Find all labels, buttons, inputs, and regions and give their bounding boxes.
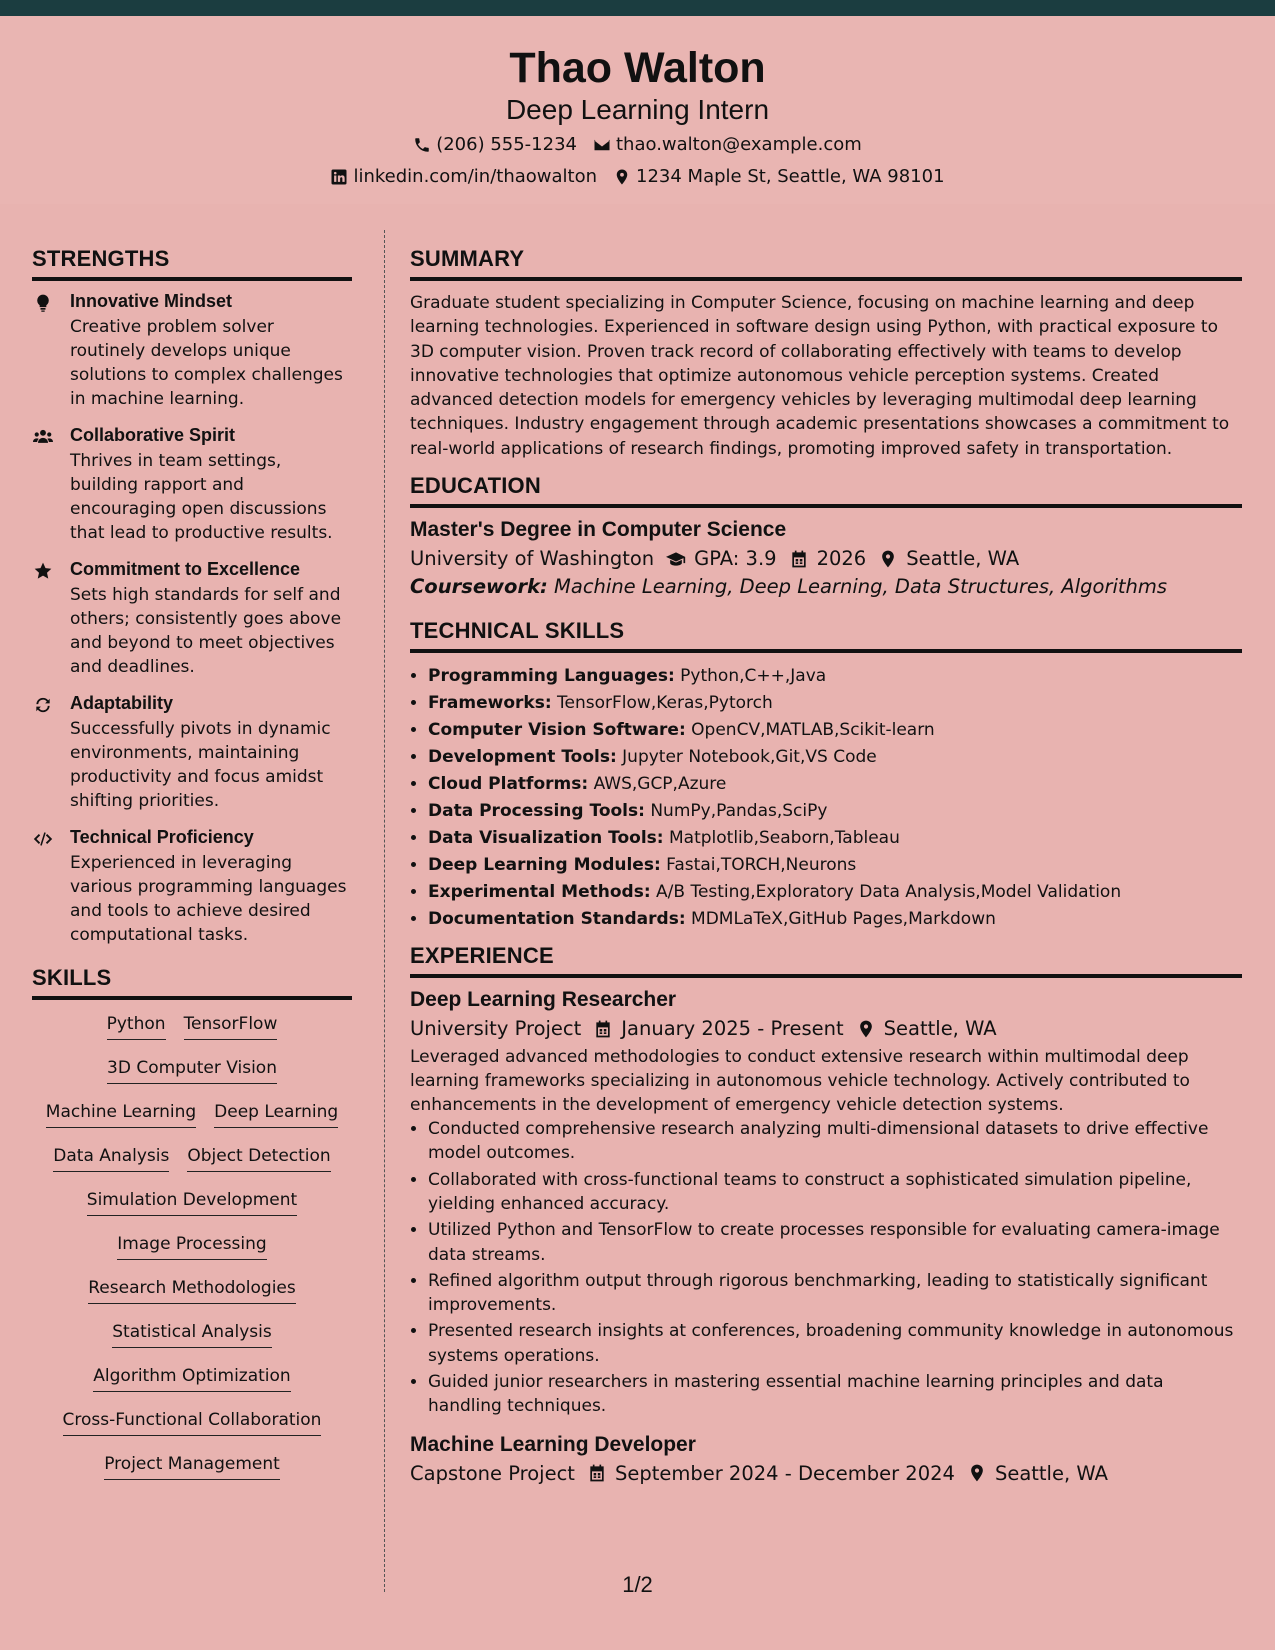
map-pin-icon [967,1463,987,1483]
strength-desc: Successfully pivots in dynamic environments, maintaining productivity and focus amidst shifting priorities. [70,719,331,811]
right-column [410,246,1242,1490]
technical-skill-value: TensorFlow,Keras,Pytorch [557,693,773,714]
summary-heading: SUMMARY [410,246,1242,281]
strength-desc: Creative problem solver routinely develops unique solutions to complex challenges in machine learning. [70,317,343,409]
skill-tag: Machine Learning [46,1102,196,1128]
skill-tag: TensorFlow [184,1014,278,1040]
job-location: Seattle, WA [994,1461,1108,1485]
job-description: Leveraged advanced methodologies to conduct extensive research within multimodal deep learning frameworks specializing in autonomous vehicle technology. Actively contributed to enhancements in the development of emergency vehicle detection systems. [410,1047,1190,1116]
job-bullet: • Refined algorithm output through rigorous benchmarking, leading to statistically significant improvements. [428,1269,1242,1318]
skills-row [32,1146,352,1172]
skills-row [32,1366,352,1392]
skill-tag: Deep Learning [214,1102,338,1128]
strength-item [32,559,352,679]
technical-skill-label: Computer Vision Software: [428,720,686,741]
skills-row [32,1454,352,1480]
job-location: Seattle, WA [883,1017,997,1041]
linkedin-item[interactable] [330,166,597,187]
gpa: GPA: 3.9 [694,547,777,571]
technical-skills-list [410,663,1242,933]
linkedin-icon [330,168,348,186]
job-bullet: • Presented research insights at conferences, broadening community knowledge in autonomous systems operations. [428,1319,1242,1368]
skill-tag: Simulation Development [87,1190,297,1216]
technical-skill-value: NumPy,Pandas,SciPy [650,801,828,822]
email-text: thao.walton@example.com [616,134,862,155]
technical-skill-value: AWS,GCP,Azure [593,774,727,795]
skills-row [32,1322,352,1348]
skills-list [32,1010,352,1480]
technical-skill-label: Data Visualization Tools: [428,828,664,849]
technical-skill-item [428,798,1242,825]
skill-tag: Algorithm Optimization [93,1366,290,1392]
experience-heading: EXPERIENCE [410,943,1242,978]
strength-item [32,291,352,411]
column-divider [384,230,385,1592]
map-pin-icon [878,549,898,569]
summary-text: Graduate student specializing in Computer Science, focusing on machine learning and deep learning technologies. Experienced in software design using Python, with practical exposure to 3D computer vision. Proven track record of collaborating effectively with teams to develop innovative technologies that optimize autonomous vehicle perception systems. Created advanced detection models for emergency vehicles by leveraging multimodal deep learning techniques. Industry engagement through academic presentations showcases a commitment to real-world applications of research findings, promoting improved safety in transportation. [410,293,1230,459]
technical-skill-value: Fastai,TORCH,Neurons [666,855,857,876]
job-dates: January 2025 - Present [621,1017,844,1041]
calendar-icon [789,549,809,569]
technical-skill-item [428,717,1242,744]
candidate-name: Thao Walton [509,44,766,92]
phone-icon [413,136,431,154]
technical-skill-item [428,852,1242,879]
technical-skill-value: MDMLaTeX,GitHub Pages,Markdown [691,909,996,930]
technical-skill-label: Frameworks: [428,693,552,714]
skills-row [32,1190,352,1216]
technical-skill-item [428,906,1242,933]
coursework-list: Machine Learning, Deep Learning, Data Structures, Algorithms [554,575,1168,599]
skill-tag: Data Analysis [53,1146,169,1172]
skill-tag: Python [107,1014,166,1040]
technical-skill-value: A/B Testing,Exploratory Data Analysis,Model Validation [656,882,1122,903]
job-meta [410,1017,1242,1040]
refresh-icon [32,695,54,715]
strength-title: Commitment to Excellence [70,559,301,579]
job-title: Machine Learning Developer [410,1432,696,1456]
school-name: University of Washington [410,547,655,571]
coursework [410,575,1242,598]
job-bullets [410,1117,1242,1419]
technical-skill-value: Python,C++,Java [680,666,827,687]
phone-text: (206) 555-1234 [436,134,577,155]
address-text: 1234 Maple St, Seattle, WA 98101 [636,166,945,187]
job-title: Deep Learning Researcher [410,988,677,1012]
technical-skill-label: Development Tools: [428,747,617,768]
technical-skill-item [428,825,1242,852]
skills-row [32,1234,352,1260]
skills-row [32,1014,352,1040]
strength-title: Technical Proficiency [70,827,254,847]
strength-title: Innovative Mindset [70,291,233,311]
skills-heading: SKILLS [32,965,352,1000]
skill-tag: Object Detection [187,1146,330,1172]
lightbulb-icon [32,293,54,313]
technical-skill-label: Documentation Standards: [428,909,686,930]
contact-row-2 [0,166,1275,187]
technical-skills-heading: TECHNICAL SKILLS [410,618,1242,653]
strength-desc: Experienced in leveraging various programming languages and tools to achieve desired computational tasks. [70,853,347,945]
technical-skill-label: Data Processing Tools: [428,801,645,822]
skill-tag: 3D Computer Vision [107,1058,277,1084]
technical-skill-item [428,744,1242,771]
linkedin-text: linkedin.com/in/thaowalton [353,166,598,187]
strength-title: Adaptability [70,693,174,713]
technical-skill-item [428,879,1242,906]
strengths-heading: STRENGTHS [32,246,352,281]
contact-row-1 [0,134,1275,155]
resume-header [0,16,1275,204]
job-bullet: • Collaborated with cross-functional teams to construct a sophisticated simulation pipeline, yielding enhanced accuracy. [428,1168,1242,1217]
technical-skill-label: Experimental Methods: [428,882,651,903]
skill-tag: Project Management [104,1454,280,1480]
skills-row [32,1410,352,1436]
skills-row [32,1102,352,1128]
envelope-icon [593,136,611,154]
technical-skill-item [428,690,1242,717]
candidate-role: Deep Learning Intern [505,94,770,125]
calendar-icon [593,1019,613,1039]
strength-item [32,693,352,813]
graduation-year: 2026 [816,547,867,571]
strength-desc: Thrives in team settings, building rapport and encouraging open discussions that lead to productive results. [70,451,333,543]
code-icon [32,829,54,849]
calendar-icon [587,1463,607,1483]
education-heading: EDUCATION [410,473,1242,508]
technical-skill-item [428,663,1242,690]
job-org: Capstone Project [410,1461,575,1485]
page-number: 1/2 [622,1572,653,1597]
strength-desc: Sets high standards for self and others; consistently goes above and beyond to meet objectives and deadlines. [70,585,342,677]
users-icon [32,427,54,447]
job-bullet: • Conducted comprehensive research analyzing multi-dimensional datasets to drive effective model outcomes. [428,1117,1242,1166]
job-dates: September 2024 - December 2024 [614,1461,955,1485]
technical-skill-label: Cloud Platforms: [428,774,589,795]
technical-skill-label: Programming Languages: [428,666,675,687]
strength-item [32,425,352,545]
technical-skill-value: Matplotlib,Seaborn,Tableau [669,828,900,849]
coursework-label: Coursework: [410,575,548,599]
technical-skill-value: Jupyter Notebook,Git,VS Code [622,747,877,768]
skills-row [32,1058,352,1084]
technical-skill-item [428,771,1242,798]
technical-skill-label: Deep Learning Modules: [428,855,661,876]
job-org: University Project [410,1017,582,1041]
strength-title: Collaborative Spirit [70,425,236,445]
skill-tag: Image Processing [117,1234,266,1260]
skill-tag: Cross-Functional Collaboration [63,1410,322,1436]
skill-tag: Statistical Analysis [112,1322,271,1348]
address-item [613,166,945,187]
left-column [32,246,352,1498]
job-meta [410,1462,1242,1485]
map-pin-icon [613,168,631,186]
education-location: Seattle, WA [906,547,1020,571]
technical-skill-value: OpenCV,MATLAB,Scikit-learn [691,720,935,741]
map-pin-icon [856,1019,876,1039]
top-bar [0,0,1275,16]
graduation-cap-icon [666,549,686,569]
education-meta [410,547,1242,570]
job-bullet: • Guided junior researchers in mastering essential machine learning principles and data handling techniques. [428,1370,1242,1419]
email-item[interactable] [593,134,862,155]
phone-item [413,134,577,155]
job-bullet: • Utilized Python and TensorFlow to create processes responsible for evaluating camera-image data streams. [428,1218,1242,1267]
degree-title: Master's Degree in Computer Science [410,518,787,542]
strength-item [32,827,352,947]
star-icon [32,561,54,581]
skills-row [32,1278,352,1304]
skill-tag: Research Methodologies [88,1278,296,1304]
